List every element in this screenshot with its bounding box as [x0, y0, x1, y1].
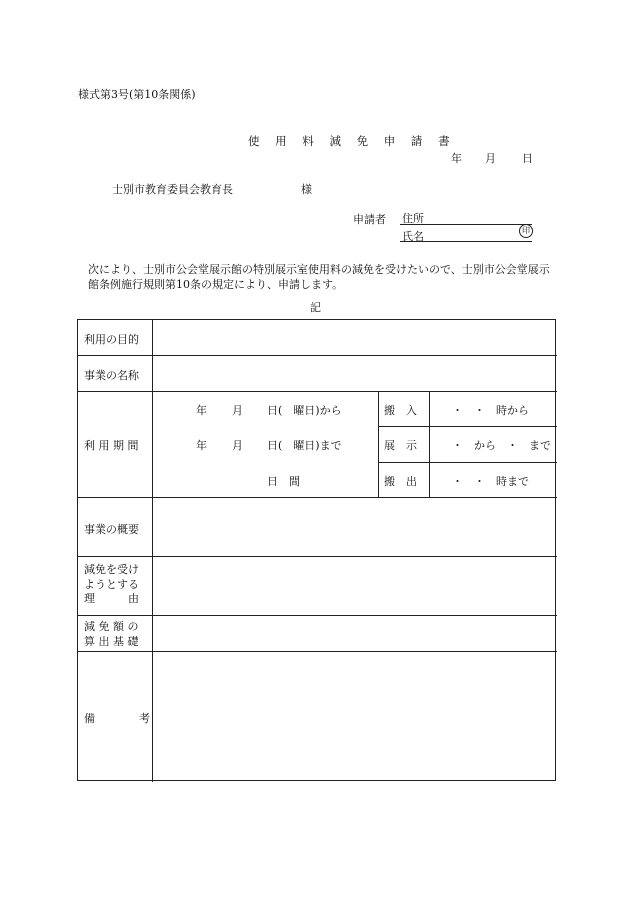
- row-divider: [78, 391, 557, 392]
- period-label: 利 用 期 間: [84, 439, 139, 452]
- move-out-time: ・ ・ 時まで: [452, 475, 529, 488]
- purpose-label: 利用の目的: [84, 333, 139, 346]
- overview-label: 事業の概要: [84, 523, 139, 536]
- period-to-month: 月: [232, 439, 243, 452]
- move-in-time: ・ ・ 時から: [452, 404, 529, 417]
- date-year: 年: [451, 152, 462, 165]
- name-field[interactable]: [400, 241, 532, 242]
- col-divider: [378, 391, 379, 497]
- seal-mark: 印: [519, 224, 533, 238]
- remarks-field[interactable]: [153, 652, 556, 781]
- move-in-label: 搬 入: [384, 404, 417, 417]
- event-name-label: 事業の名称: [84, 369, 139, 382]
- basis-field[interactable]: [153, 616, 556, 651]
- document-title: 使 用 料 減 免 申 請 書: [248, 134, 456, 148]
- applicant-label: 申請者: [353, 213, 386, 226]
- reason-label: [84, 563, 139, 607]
- date-month: 月: [485, 152, 496, 165]
- period-from-month: 月: [232, 404, 243, 417]
- date-day: 日: [522, 152, 533, 165]
- period-to-year: 年: [196, 439, 207, 452]
- period-until: 日( 曜日)まで: [267, 439, 342, 452]
- reason-field[interactable]: [153, 557, 556, 615]
- period-from-year: 年: [196, 404, 207, 417]
- overview-field[interactable]: [153, 498, 556, 556]
- col-divider: [429, 391, 430, 497]
- address-label: 住所: [402, 212, 424, 225]
- basis-label: [84, 620, 139, 649]
- move-out-label: 搬 出: [384, 475, 417, 488]
- reason-line-1: 減免を受け: [84, 563, 139, 576]
- honorific: 様: [301, 183, 312, 196]
- name-label: 氏名: [402, 230, 424, 243]
- ki-heading: 記: [310, 301, 321, 314]
- period-from: 日( 曜日)から: [267, 404, 342, 417]
- row-divider: [378, 426, 557, 427]
- exhibit-label: 展 示: [384, 439, 417, 452]
- event-name-field[interactable]: [153, 356, 556, 391]
- exhibit-time: ・ から ・ まで: [452, 439, 551, 452]
- application-table: [77, 319, 556, 781]
- application-statement: 次により、士別市公会堂展示館の特別展示室使用料の減免を受けたいので、士別市公会堂展示館条例施行規則第10条の規定により、申請します。: [88, 263, 550, 291]
- basis-line-1: 減 免 額 の: [84, 620, 139, 633]
- reason-line-3: 理 由: [84, 592, 139, 605]
- basis-line-2: 算 出 基 礎: [84, 634, 139, 648]
- address-field[interactable]: [400, 224, 532, 225]
- remarks-label: 備 考: [84, 712, 150, 725]
- row-divider: [378, 462, 557, 463]
- form-number: 様式第3号(第10条関係): [78, 88, 196, 101]
- addressee: 士別市教育委員会教育長: [112, 183, 233, 196]
- period-days: 日 間: [267, 475, 300, 488]
- purpose-field[interactable]: [153, 320, 556, 355]
- reason-line-2: ようとする: [84, 577, 139, 591]
